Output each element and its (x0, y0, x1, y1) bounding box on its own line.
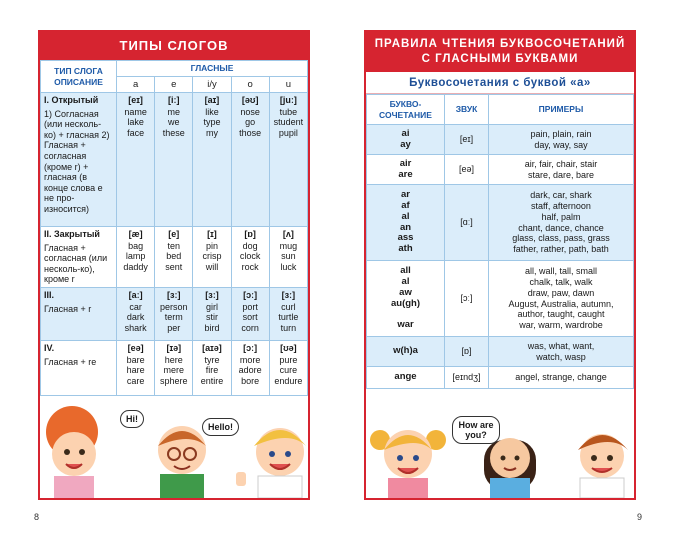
vowel-cell: [ ɜː ] curl turtle turn (269, 287, 307, 340)
vowel-cell: [ ɜː ] girl stir bird (193, 287, 231, 340)
vowel-header-o: o (231, 77, 269, 93)
vowel-cell: [ aɪ ] like type my (193, 93, 231, 227)
speech-bubble-hi: Hi! (120, 410, 144, 428)
table-row (367, 261, 634, 337)
table-row (41, 287, 308, 340)
children-cartoon-icon (40, 402, 308, 498)
table-row (367, 367, 634, 389)
syllable-desc: IV. Гласная + re (41, 340, 117, 395)
sound-header: ЗВУК (445, 95, 489, 125)
type-description-header: ТИП СЛОГА ОПИСАНИЕ (41, 61, 117, 93)
right-page-title: ПРАВИЛА ЧТЕНИЯ БУКВОСОЧЕТАНИЙ С ГЛАСНЫМИ БУКВАМИ (366, 32, 634, 72)
page-number-right: 9 (637, 512, 643, 522)
vowel-cell: [ e ] ten bed sent (155, 227, 193, 288)
letter-combinations-table (366, 94, 634, 389)
sound-cell: [ ɑː ] (445, 185, 489, 261)
combination-cell: ar af al an ass ath (367, 185, 445, 261)
vowel-cell: [ ɒ ] dog clock rock (231, 227, 269, 288)
vowel-cell: [ ɪ ] pin crisp will (193, 227, 231, 288)
sound-cell: [ eə ] (445, 155, 489, 185)
page-number-left: 8 (34, 512, 40, 522)
vowel-cell: [ eɪ ] name lake face (117, 93, 155, 227)
table-row (41, 93, 308, 227)
sound-cell: [ ɒ ] (445, 337, 489, 367)
vowel-cell: [ əʊ ] nose go those (231, 93, 269, 227)
speech-bubble-hello: Hello! (202, 418, 239, 436)
kids-illustration (366, 410, 634, 498)
combination-header: БУКВО-СОЧЕТАНИЕ (367, 95, 445, 125)
vowel-header-u: u (269, 77, 307, 93)
kids-illustration (40, 402, 308, 498)
examples-header: ПРИМЕРЫ (489, 95, 634, 125)
combination-cell: ange (367, 367, 445, 389)
combination-cell: ai ay (367, 125, 445, 155)
vowel-cell: [ ʊə ] pure cure endure (269, 340, 307, 395)
vowels-header: ГЛАСНЫЕ (117, 61, 308, 77)
examples-cell: angel, strange, change (489, 367, 634, 389)
syllable-desc: I. Открытый 1) Согласная (или несколь-ко) + гласная 2) Гласная + согласная (кроме r) + гласная (в конце слова e не про-износится) (41, 93, 117, 227)
table-row (41, 227, 308, 288)
sound-cell: [ eɪ ] (445, 125, 489, 155)
vowel-header-iy: i/y (193, 77, 231, 93)
left-page (38, 30, 310, 500)
examples-cell: pain, plain, rain day, way, say (489, 125, 634, 155)
combination-cell: air are (367, 155, 445, 185)
left-page-title: ТИПЫ СЛОГОВ (40, 32, 308, 60)
letter-a-subtitle: Буквосочетания с буквой «а» (366, 72, 634, 94)
vowel-cell: [ juː ] tube student pupil (269, 93, 307, 227)
vowel-cell: [ æ ] bag lamp daddy (117, 227, 155, 288)
vowel-cell: [ ɔː ] port sort corn (231, 287, 269, 340)
syllable-desc: III. Гласная + r (41, 287, 117, 340)
right-page (364, 30, 636, 500)
vowel-cell: [ eə ] bare hare care (117, 340, 155, 395)
examples-cell: all, wall, tall, small chalk, talk, walk draw, paw, dawn August, Australia, autumn, author, taught, caught war, warm, wardrobe (489, 261, 634, 337)
vowel-cell: [ ɪə ] here mere sphere (155, 340, 193, 395)
vowel-cell: [ ɜː ] person term per (155, 287, 193, 340)
table-row (367, 337, 634, 367)
table-row (41, 340, 308, 395)
combination-cell: w(h)a (367, 337, 445, 367)
combination-cell: all al aw au(gh) war (367, 261, 445, 337)
sound-cell: [ ɔː ] (445, 261, 489, 337)
table-row (367, 185, 634, 261)
vowel-cell: [ ɔː ] more adore bore (231, 340, 269, 395)
vowel-cell: [ ʌ ] mug sun luck (269, 227, 307, 288)
vowel-cell: [ aː ] car dark shark (117, 287, 155, 340)
vowel-cell: [ aɪə ] tyre fire entire (193, 340, 231, 395)
children-cartoon-icon (366, 410, 634, 498)
syllable-desc: II. Закрытый Гласная + согласная (или несколь-ко), кроме r (41, 227, 117, 288)
speech-bubble-how-are-you: How are you? (452, 416, 500, 444)
sound-cell: [ eɪndʒ ] (445, 367, 489, 389)
table-row (367, 155, 634, 185)
examples-cell: dark, car, shark staff, afternoon half, palm chant, dance, chance glass, class, pass, grass father, rather, path, bath (489, 185, 634, 261)
examples-cell: was, what, want, watch, wasp (489, 337, 634, 367)
vowel-header-a: a (117, 77, 155, 93)
vowel-cell: [ iː ] me we these (155, 93, 193, 227)
table-row (367, 125, 634, 155)
examples-cell: air, fair, chair, stair stare, dare, bare (489, 155, 634, 185)
vowel-header-e: e (155, 77, 193, 93)
syllable-types-table (40, 60, 308, 396)
